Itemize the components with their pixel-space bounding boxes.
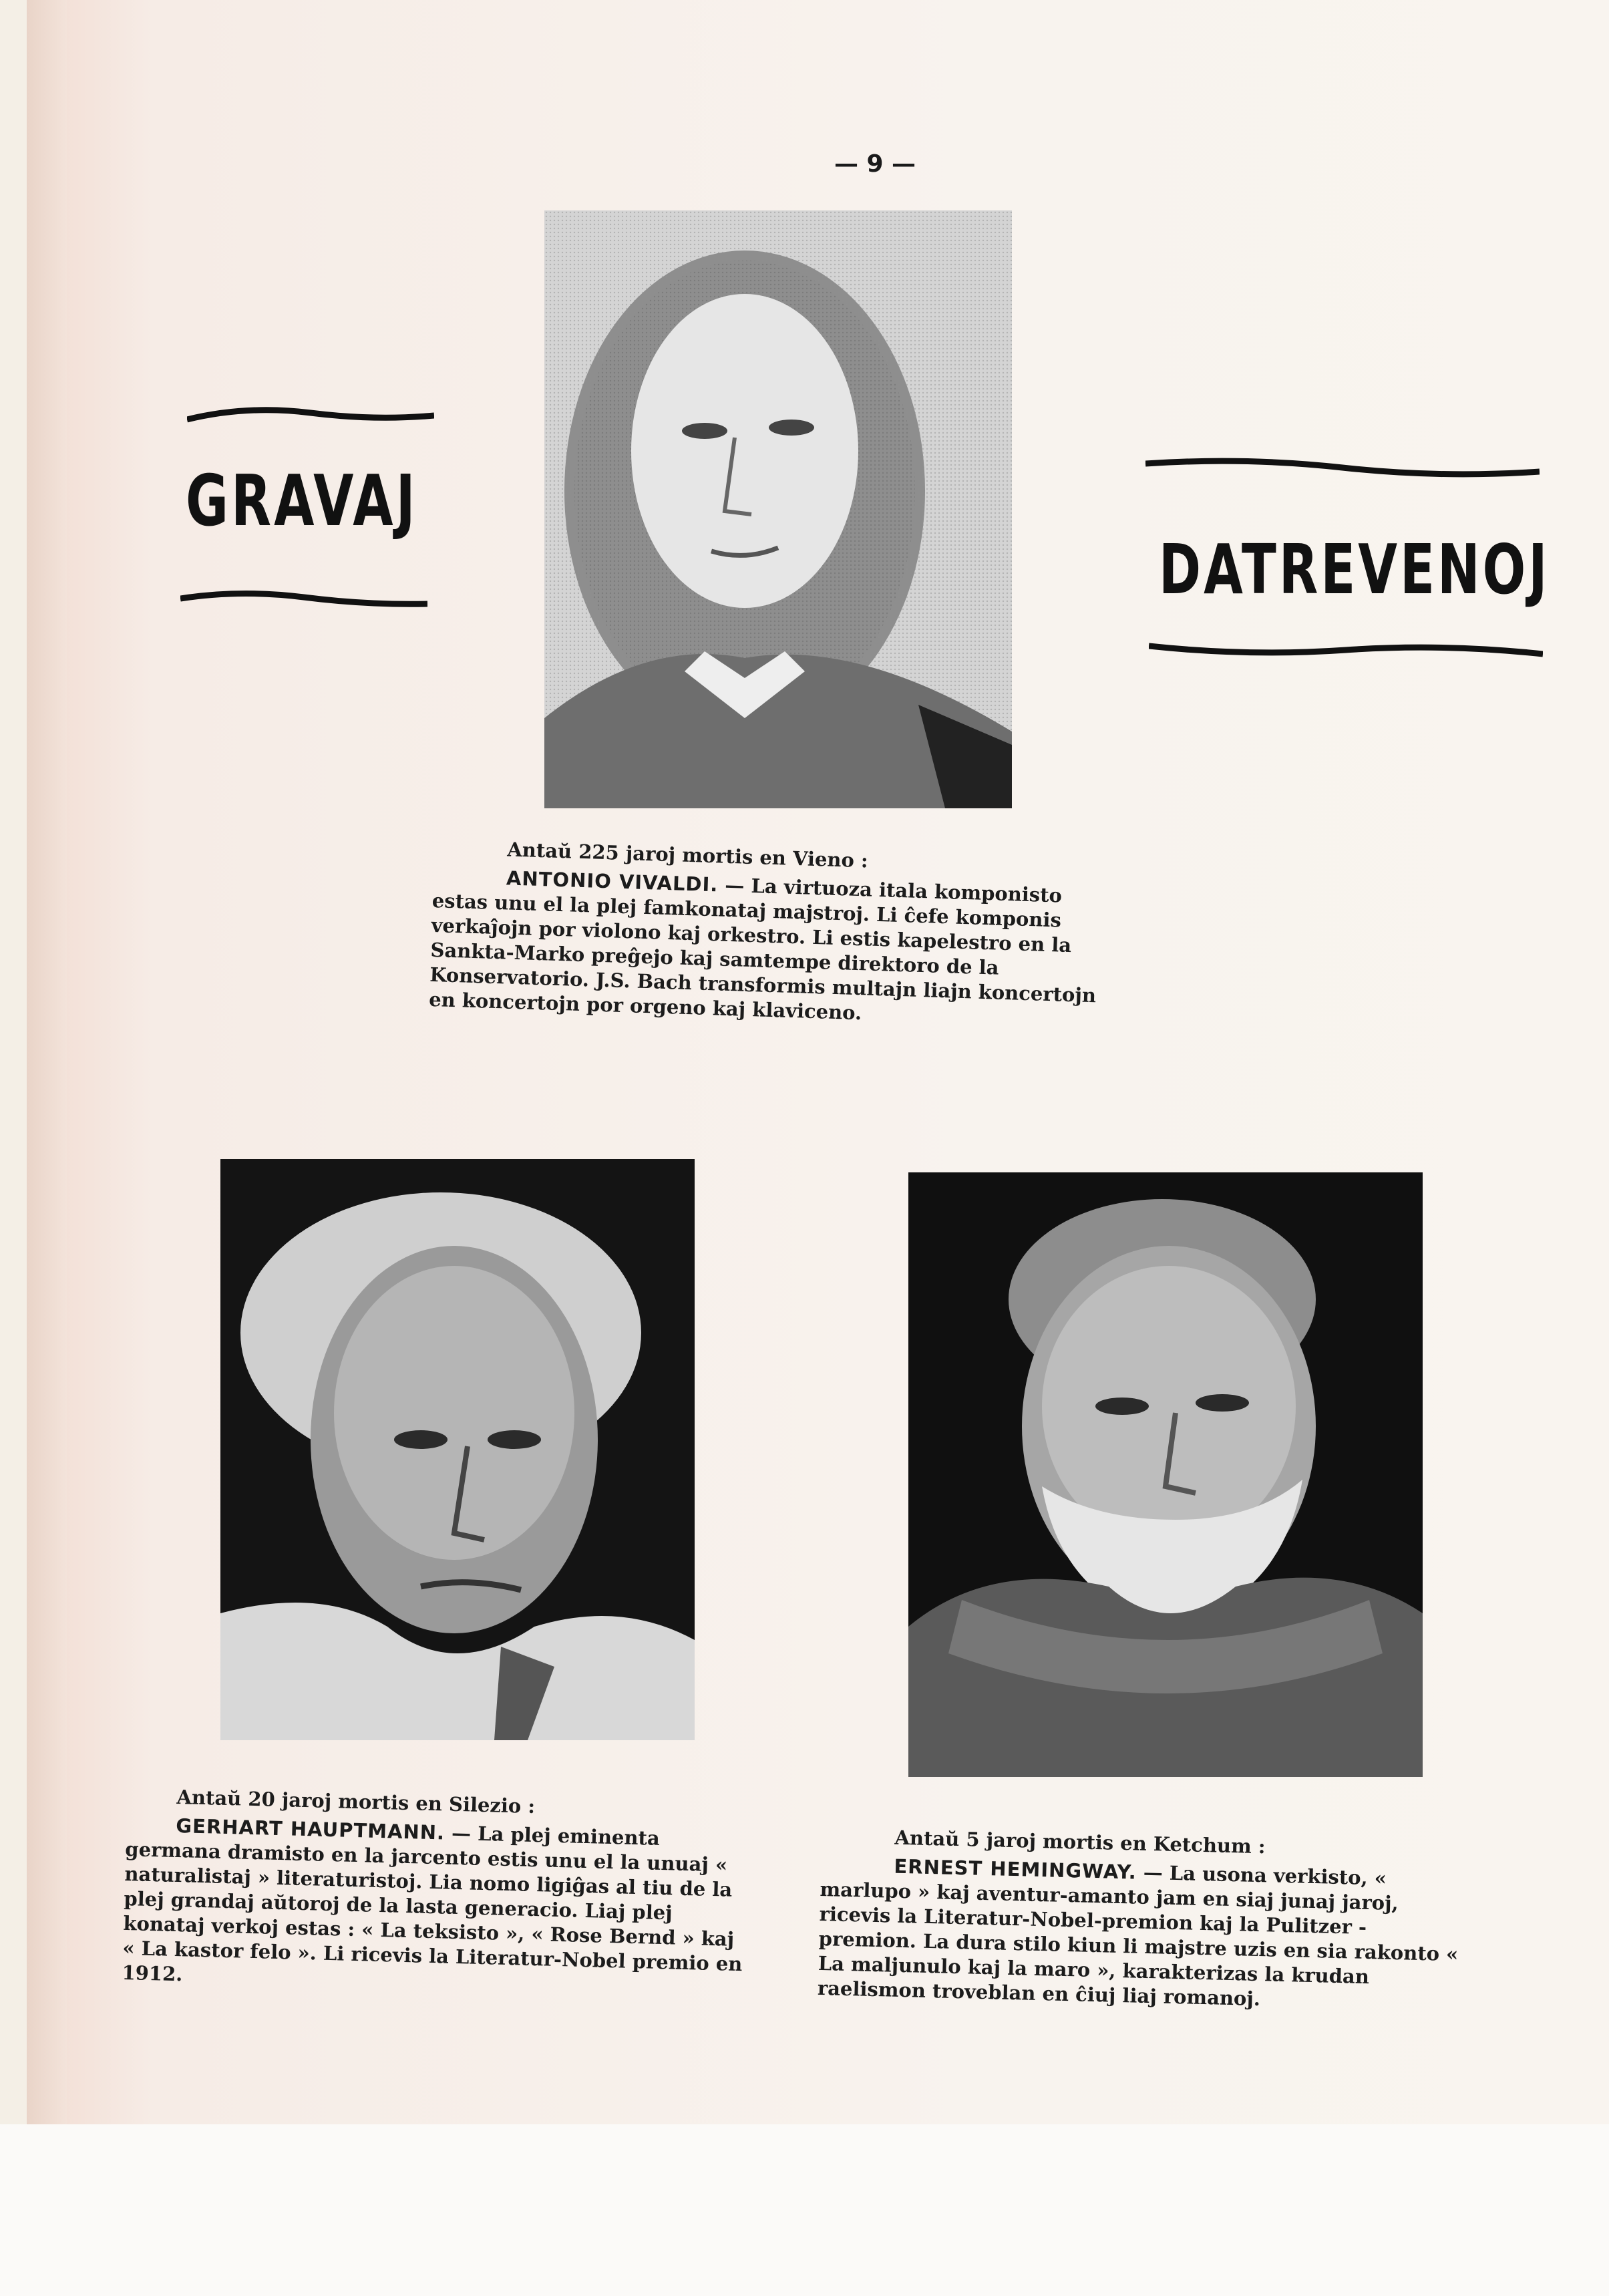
hauptmann-caption-lead: Antaŭ 20 jaroj mortis en Silezio : (176, 1785, 536, 1818)
hauptmann-caption-text: — La plej eminenta germana dramisto en la jarcento estis unu el la unuaj « naturalistaj » literaturistoj. Lia nomo ligiĝas al tiu de la plej grandaj aŭtoroj de la lasta generacio. Liaj plej konataj verkoj estas : « La teksisto », « Rose Bernd » kaj « La kastor felo ». Li ricevis la Literatur-Nobel premio en 1912. (122, 1821, 743, 1986)
hemingway-portrait (908, 1172, 1423, 1777)
wavy-rule-left-top (187, 401, 434, 428)
vivaldi-caption (429, 835, 1102, 1033)
hemingway-caption (818, 1824, 1463, 2016)
vivaldi-caption-lead: Antaŭ 225 jaroj mortis en Vieno : (506, 838, 869, 872)
hauptmann-portrait (220, 1159, 695, 1740)
wavy-rule-right-bottom (1149, 638, 1543, 665)
page-number: — 9 — (834, 150, 916, 178)
hauptmann-caption (122, 1784, 755, 2002)
hemingway-name: ERNEST HEMINGWAY. (894, 1854, 1137, 1884)
wavy-rule-left-bottom (180, 587, 427, 613)
vivaldi-portrait (544, 210, 1012, 808)
vivaldi-name: ANTONIO VIVALDI. (506, 866, 719, 896)
headline-right: DATREVENOJ (1159, 529, 1550, 610)
hauptmann-name: GERHART HAUPTMANN. (175, 1814, 445, 1844)
vivaldi-caption-text: — La virtuoza itala komponisto estas unu el la plej famkonataj majstroj. Li ĉefe komponis verkaĵojn por violono kaj orkestro. Li estis kapelestro en la Sankta-Marko preĝejo kaj samtempe direktoro de la Konservatorio. J.S. Bach transformis multajn liajn koncertojn en koncertojn por orgeno kaj klaviceno. (428, 873, 1097, 1025)
wavy-rule-right-top (1145, 454, 1540, 481)
hemingway-caption-text: — La usona verkisto, « marlupo » kaj aventur-amanto jam en siaj junaj jaroj, ricevis la Literatur-Nobel-premion kaj la Pulitzer - premion. La dura stilo kiun li majstre uzis en sia rakonto « La maljunulo kaj la maro », karakterizas la krudan raelismon troveblan en ĉiuj liaj romanoj. (817, 1860, 1459, 2011)
headline-left: GRAVAJ (186, 461, 418, 542)
hemingway-caption-lead: Antaŭ 5 jaroj mortis en Ketchum : (894, 1826, 1266, 1858)
page-binding-edge (27, 0, 67, 2296)
scanner-background (0, 2124, 1609, 2296)
